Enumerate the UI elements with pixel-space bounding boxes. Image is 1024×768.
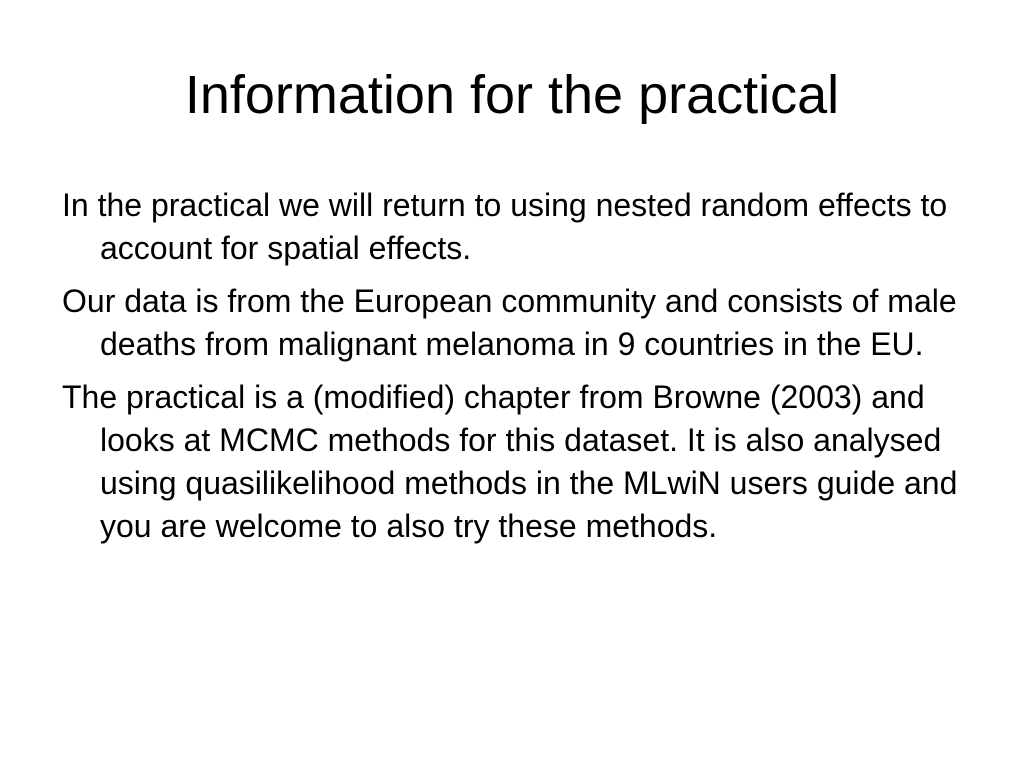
slide-body	[62, 184, 967, 558]
paragraph-practical-overview: In the practical we will return to using nested random effects to account for spatial effects.	[62, 187, 948, 266]
slide-title: Information for the practical	[184, 65, 840, 125]
paragraph-source-and-methods: The practical is a (modified) chapter from Browne (2003) and looks at MCMC methods for this dataset. It is also analysed using quasilikelihood methods in the MLwiN users guide and you are welcome to also try these methods.	[62, 379, 958, 544]
paragraph-data-description: Our data is from the European community and consists of male deaths from malignant melanoma in 9 countries in the EU.	[62, 283, 957, 362]
